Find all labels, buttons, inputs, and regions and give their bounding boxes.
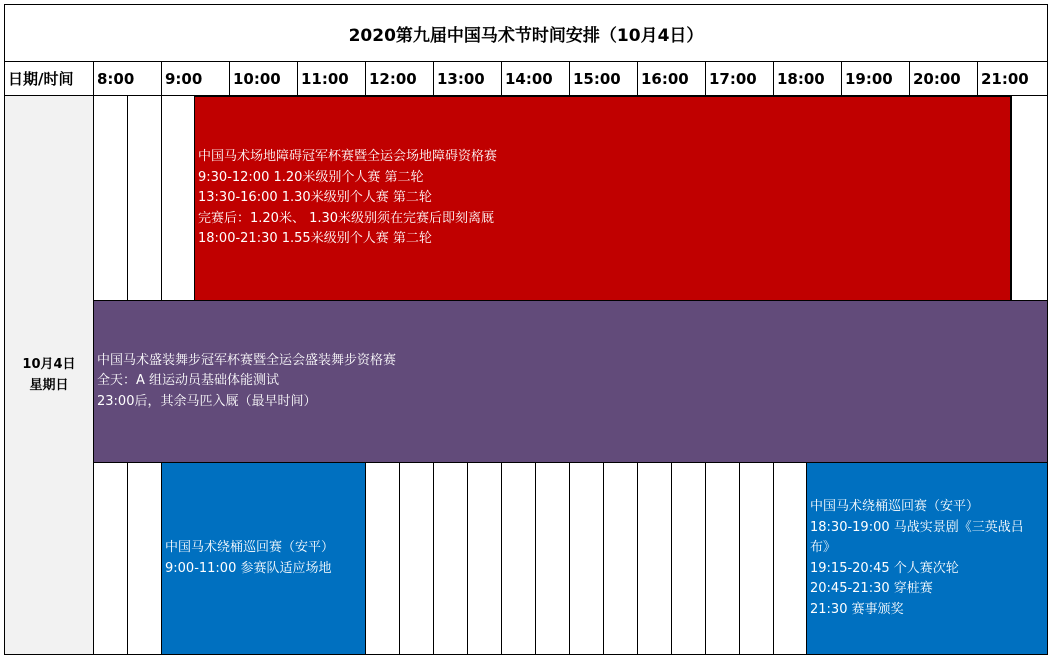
time-header-cell: 20:00 [910, 62, 978, 95]
page-title: 2020第九届中国马术节时间安排（10月4日） [4, 4, 1048, 62]
event-line: 中国马术场地障碍冠军杯赛暨全运会场地障碍资格赛 [198, 149, 498, 165]
event-line: 21:30 赛事颁奖 [810, 601, 904, 617]
event-line: 中国马术盛装舞步冠军杯赛暨全运会盛装舞步资格赛 [97, 352, 397, 368]
time-header-cell: 11:00 [298, 62, 366, 95]
time-header-cell: 12:00 [366, 62, 434, 95]
time-header-cell: 14:00 [502, 62, 570, 95]
event-line: 中国马术绕桶巡回赛（安平） [810, 499, 980, 514]
time-header-cell: 19:00 [842, 62, 910, 95]
corner-header: 日期/时间 [5, 62, 94, 95]
event-line: 20:45-21:30 穿桩赛 [810, 581, 933, 596]
jumping-event-block [194, 96, 1011, 301]
event-line: 全天：A 组运动员基础体能测试 [97, 373, 280, 389]
time-header-cell: 15:00 [570, 62, 638, 95]
date-cell [4, 96, 94, 655]
event-line: 9:30-12:00 1.20米级别个人赛 第二轮 [198, 169, 424, 185]
event-line: 完赛后：1.20米、 1.30米级别须在完赛后即刻离厩 [198, 210, 495, 226]
time-header-row [4, 61, 1048, 96]
time-header-cell: 17:00 [706, 62, 774, 95]
event-line: 9:00-11:00 参赛队适应场地 [165, 560, 332, 576]
event-line: 13:30-16:00 1.30米级别个人赛 第二轮 [198, 190, 432, 206]
event-line: 23:00后，其余马匹入厩（最早时间） [97, 393, 317, 409]
barrel-morning-event-block [161, 462, 366, 655]
time-header-cell: 13:00 [434, 62, 502, 95]
time-header-cell: 21:00 [981, 69, 1029, 88]
weekday-label: 星期日 [29, 378, 69, 393]
barrel-evening-event-block [806, 462, 1048, 655]
time-header-cell: 8:00 [94, 62, 162, 95]
time-header-cell: 16:00 [638, 62, 706, 95]
event-line: 18:00-21:30 1.55米级别个人赛 第二轮 [198, 231, 432, 247]
event-line: 18:30-19:00 马战实景剧《三英战吕布》 [810, 519, 1024, 555]
date-label: 10月4日 [22, 357, 76, 372]
dressage-event-block [93, 300, 1048, 463]
time-header-cell: 10:00 [230, 62, 298, 95]
event-line: 19:15-20:45 个人赛次轮 [810, 560, 959, 576]
time-header-cell: 18:00 [774, 62, 842, 95]
time-header-cell: 9:00 [162, 62, 230, 95]
event-line: 中国马术绕桶巡回赛（安平） [165, 540, 335, 555]
